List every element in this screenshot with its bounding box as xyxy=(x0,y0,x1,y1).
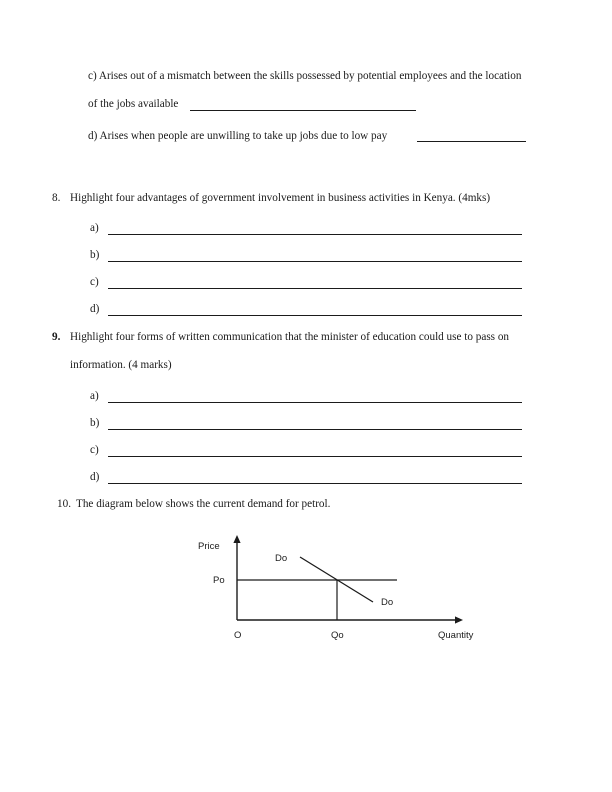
q9-answer-rule-a[interactable] xyxy=(108,402,522,403)
q9-sub-label-d: d) xyxy=(90,471,100,483)
q8-sub-label-b: b) xyxy=(90,249,100,261)
question-9-number: 9. xyxy=(52,331,61,343)
item-c-line2: of the jobs available xyxy=(88,98,179,110)
origin-label: O xyxy=(234,630,242,641)
q8-answer-rule-c[interactable] xyxy=(108,288,522,289)
q9-sub-label-a: a) xyxy=(90,390,99,402)
price-tick-label-po: Po xyxy=(213,575,225,586)
question-9-text-line1: Highlight four forms of written communication that the minister of education could use to pass on xyxy=(70,331,510,343)
quantity-axis-label: Quantity xyxy=(438,630,474,641)
question-10-number: 10. xyxy=(57,498,71,510)
question-9-text-line2: information. (4 marks) xyxy=(70,359,172,371)
q8-answer-rule-a[interactable] xyxy=(108,234,522,235)
q9-answer-rule-c[interactable] xyxy=(108,456,522,457)
demand-curve-label-upper: Do xyxy=(275,553,288,564)
quantity-axis xyxy=(237,616,463,623)
quantity-tick-label-qo: Qo xyxy=(331,630,344,641)
q9-sub-label-c: c) xyxy=(90,444,99,456)
q8-sub-label-d: d) xyxy=(90,303,100,315)
question-8-number: 8. xyxy=(52,192,61,204)
demand-curve-label-lower: Do xyxy=(381,597,394,608)
question-8-text: Highlight four advantages of government involvement in business activities in Kenya. (4mks) xyxy=(70,192,491,204)
demand-curve-diagram xyxy=(170,528,500,653)
q9-answer-rule-b[interactable] xyxy=(108,429,522,430)
q8-sub-label-c: c) xyxy=(90,276,99,288)
q9-sub-label-b: b) xyxy=(90,417,100,429)
item-d-text: d) Arises when people are unwilling to take up jobs due to low pay xyxy=(88,130,388,142)
price-axis xyxy=(233,535,240,620)
item-c-line1: c) Arises out of a mismatch between the skills possessed by potential employees and the location xyxy=(88,70,522,82)
answer-rule-d[interactable] xyxy=(417,141,526,142)
q8-answer-rule-b[interactable] xyxy=(108,261,522,262)
q8-answer-rule-d[interactable] xyxy=(108,315,522,316)
price-axis-label: Price xyxy=(198,541,220,552)
q9-answer-rule-d[interactable] xyxy=(108,483,522,484)
q8-sub-label-a: a) xyxy=(90,222,99,234)
question-10-text: The diagram below shows the current demand for petrol. xyxy=(76,498,331,510)
answer-rule-c[interactable] xyxy=(190,110,416,111)
